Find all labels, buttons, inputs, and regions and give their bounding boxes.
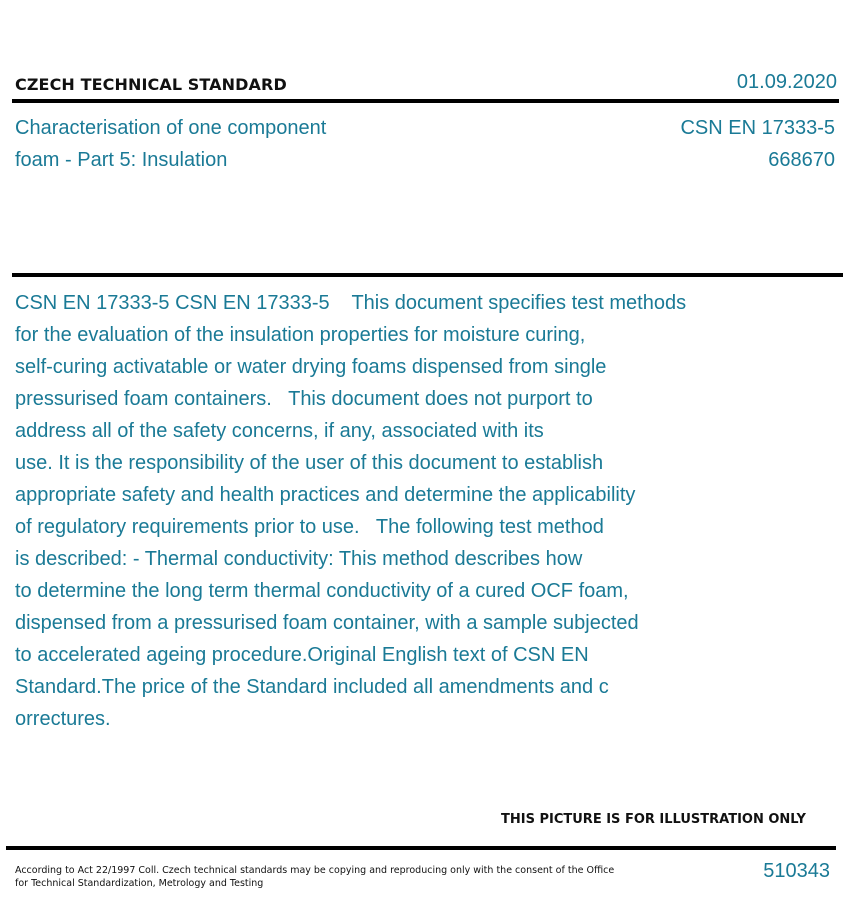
footer-number: 510343 (763, 860, 830, 882)
publication-date: 01.09.2020 (736, 71, 837, 93)
description-line: dispensed from a pressurised foam container, with a sample subjected (15, 612, 639, 634)
description-line: self-curing activatable or water drying foams dispensed from single (15, 356, 607, 378)
description-line: to determine the long term thermal conductivity of a cured OCF foam, (15, 580, 629, 602)
legal-notice-line: for Technical Standardization, Metrology and Testing (15, 878, 264, 889)
legal-notice-line: According to Act 22/1997 Coll. Czech technical standards may be copying and reproducing only with the consent of the Office (15, 865, 615, 876)
description-line: to accelerated ageing procedure.Original English text of CSN EN (15, 644, 589, 666)
description-line: of regulatory requirements prior to use. The following test method (15, 516, 604, 538)
description-line: use. It is the responsibility of the user of this document to establish (15, 452, 604, 474)
description-line: Standard.The price of the Standard included all amendments and c (15, 676, 609, 698)
description-line: CSN EN 17333-5 CSN EN 17333-5 This document specifies test methods (15, 292, 687, 314)
illustration-disclaimer: THIS PICTURE IS FOR ILLUSTRATION ONLY (501, 812, 806, 827)
legal-notice (15, 864, 614, 890)
description-line: is described: - Thermal conductivity: This method describes how (15, 548, 583, 570)
document-type-label: CZECH TECHNICAL STANDARD (15, 75, 287, 94)
description-line: address all of the safety concerns, if any, associated with its (15, 420, 544, 442)
catalog-number: 668670 (768, 149, 835, 171)
description-line: pressurised foam containers. This document does not purport to (15, 388, 593, 410)
footer-divider (6, 846, 836, 850)
standard-title-line-1: Characterisation of one component (15, 117, 327, 139)
header-divider (12, 99, 839, 103)
standard-title-line-2: foam - Part 5: Insulation (15, 149, 228, 171)
description-line: for the evaluation of the insulation properties for moisture curing, (15, 324, 586, 346)
description-line: appropriate safety and health practices and determine the applicability (15, 484, 636, 506)
description-line: orrectures. (15, 708, 111, 730)
section-divider (12, 273, 843, 277)
standard-description (15, 287, 775, 735)
standard-code: CSN EN 17333-5 (680, 117, 835, 139)
